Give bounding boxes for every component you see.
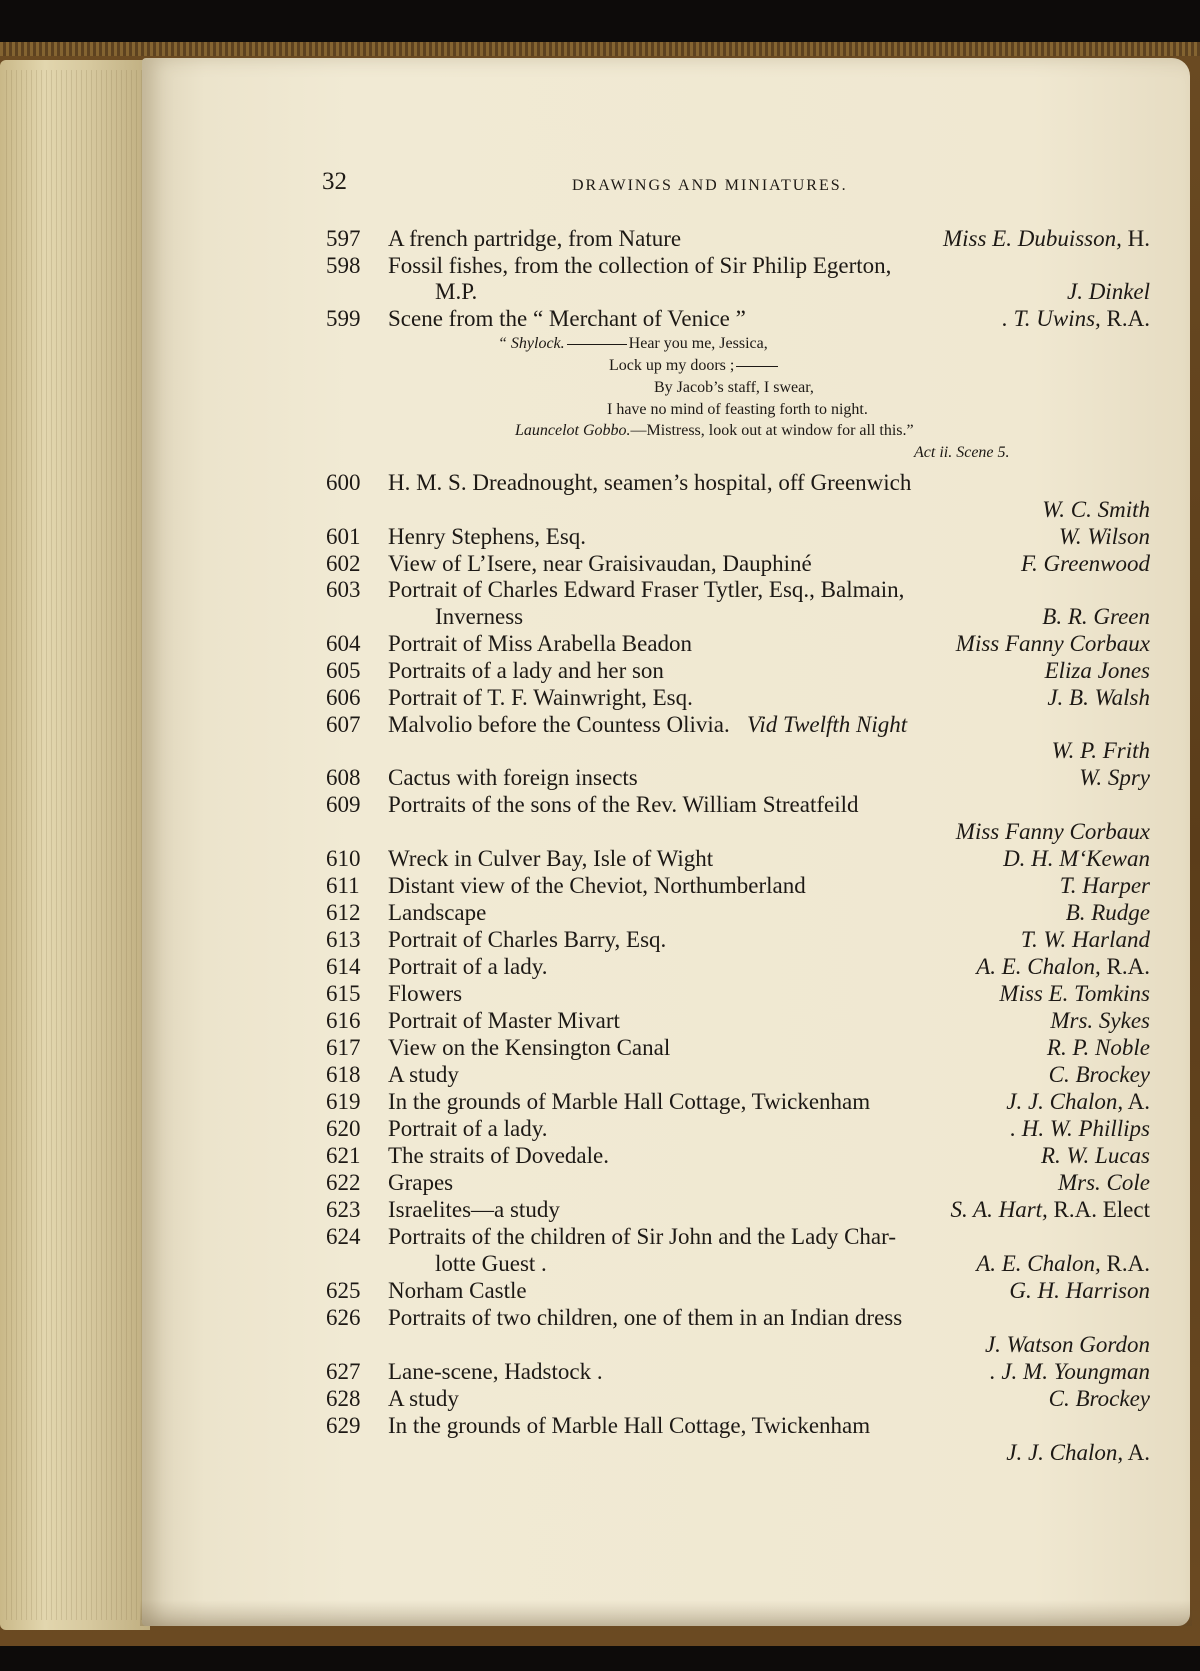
entry-artist: W. Wilson	[1058, 524, 1150, 549]
entry-title: Portrait of Charles Edward Fraser Tytler, Esq., Balmain,	[388, 577, 905, 602]
entry-title-continued: lotte Guest .	[435, 1251, 547, 1276]
entry-title-continued: M.P.	[435, 279, 478, 304]
entry-number: 618	[326, 1062, 361, 1087]
dash	[567, 344, 627, 345]
entry-number: 605	[326, 658, 361, 683]
page-edges	[6, 70, 146, 1620]
entry-number: 621	[326, 1143, 361, 1168]
entry-title: View on the Kensington Canal	[388, 1035, 671, 1060]
entry-artist: J. B. Walsh	[1047, 685, 1150, 710]
entry-artist: Eliza Jones	[1044, 658, 1150, 683]
quote-line-5: Launcelot Gobbo.—Mistress, look out at window for all this.”	[515, 422, 914, 439]
entry-title: Distant view of the Cheviot, Northumberland	[388, 873, 806, 898]
entry-artist: J. J. Chalon, A.	[1006, 1440, 1150, 1465]
entry-artist: A. E. Chalon, R.A.	[976, 954, 1150, 979]
entry-number: 626	[326, 1305, 361, 1330]
entry-artist: F. Greenwood	[1020, 551, 1150, 576]
entry-number: 609	[326, 792, 361, 817]
entry-artist: C. Brockey	[1048, 1062, 1150, 1087]
entry-number: 598	[326, 253, 361, 278]
entry-artist: J. Watson Gordon	[984, 1332, 1150, 1357]
entry-artist: B. R. Green	[1042, 604, 1150, 629]
quote-line-1: “ Shylock. Hear you me, Jessica,	[498, 335, 768, 352]
entry-number: 629	[326, 1413, 361, 1438]
entry-number: 627	[326, 1359, 361, 1384]
entry-number: 620	[326, 1116, 361, 1141]
entry-title: A french partridge, from Nature	[388, 226, 682, 251]
entry-number: 608	[326, 765, 361, 790]
entry-number: 628	[326, 1386, 361, 1411]
entry-number: 610	[326, 846, 361, 871]
entry-title: Portraits of two children, one of them in an Indian dress	[388, 1305, 903, 1330]
page-shadow	[140, 1600, 1192, 1626]
entry-number: 615	[326, 981, 361, 1006]
entry-artist: R. W. Lucas	[1040, 1143, 1150, 1168]
entry-number: 614	[326, 954, 361, 979]
entry-title: Israelites—a study	[388, 1197, 560, 1222]
entry-artist: J. Dinkel	[1066, 279, 1150, 304]
entry-title-continued: Inverness	[435, 604, 524, 629]
entry-title: Malvolio before the Countess Olivia. Vid Twelfth Night	[388, 712, 908, 737]
entry-artist: W. Spry	[1079, 765, 1150, 790]
entry-title: Landscape	[388, 900, 487, 925]
entry-title: A study	[388, 1062, 459, 1087]
entry-artist: C. Brockey	[1048, 1386, 1150, 1411]
dash	[736, 366, 778, 367]
entry-artist: Miss E. Dubuisson, H.	[942, 226, 1150, 251]
entry-artist: R. P. Noble	[1046, 1035, 1150, 1060]
entry-artist: . J. M. Youngman	[989, 1359, 1150, 1384]
entry-number: 602	[326, 551, 361, 576]
entry-title: Lane-scene, Hadstock .	[388, 1359, 603, 1384]
entry-artist: Miss E. Tomkins	[999, 981, 1150, 1006]
entry-artist: D. H. M‘Kewan	[1003, 846, 1150, 871]
entry-title: H. M. S. Dreadnought, seamen’s hospital, off Greenwich	[388, 470, 912, 495]
entry-number: 613	[326, 927, 361, 952]
entry-title: Portraits of the children of Sir John and the Lady Char-	[388, 1224, 896, 1249]
entry-number: 616	[326, 1008, 361, 1033]
entry-artist: J. J. Chalon, A.	[1006, 1089, 1150, 1114]
quote-line-3: By Jacob’s staff, I swear,	[654, 379, 814, 396]
entry-title: The straits of Dovedale.	[388, 1143, 609, 1168]
quote-source: Act ii. Scene 5.	[914, 444, 1010, 461]
entry-artist: W. C. Smith	[1042, 497, 1150, 522]
entry-number: 607	[326, 712, 361, 737]
entry-number: 624	[326, 1224, 361, 1249]
entry-number: 622	[326, 1170, 361, 1195]
entry-title: A study	[388, 1386, 459, 1411]
entry-artist: S. A. Hart, R.A. Elect	[950, 1197, 1150, 1222]
entry-artist: Miss Fanny Corbaux	[955, 819, 1150, 844]
cover-edge	[0, 42, 1200, 56]
entry-title: Norham Castle	[388, 1278, 527, 1303]
entry-number: 599	[326, 306, 361, 331]
entry-number: 601	[326, 524, 361, 549]
running-title: DRAWINGS AND MINIATURES.	[572, 177, 848, 194]
entry-artist: Mrs. Cole	[1058, 1170, 1150, 1195]
entry-title: Portraits of a lady and her son	[388, 658, 664, 683]
entry-number: 606	[326, 685, 361, 710]
entry-number: 623	[326, 1197, 361, 1222]
entry-number: 617	[326, 1035, 361, 1060]
entry-title: Fossil fishes, from the collection of Sir Philip Egerton,	[388, 253, 892, 278]
entry-artist: B. Rudge	[1065, 900, 1150, 925]
entry-title: Portrait of Charles Barry, Esq.	[388, 927, 667, 952]
entry-artist: Miss Fanny Corbaux	[955, 631, 1150, 656]
entry-number: 597	[326, 226, 361, 251]
entry-title: In the grounds of Marble Hall Cottage, Twickenham	[388, 1089, 871, 1114]
entry-title: Scene from the “ Merchant of Venice ”	[388, 306, 746, 331]
entry-title: Portrait of a lady.	[388, 1116, 548, 1141]
entry-number: 619	[326, 1089, 361, 1114]
entry-number: 612	[326, 900, 361, 925]
entry-artist: A. E. Chalon, R.A.	[976, 1251, 1150, 1276]
quote-line-4: I have no mind of feasting forth to night.	[607, 401, 868, 418]
quote-line-2: Lock up my doors ;	[609, 356, 780, 376]
entry-number: 603	[326, 577, 361, 602]
entry-title: In the grounds of Marble Hall Cottage, Twickenham	[388, 1413, 871, 1438]
entry-title: Grapes	[388, 1170, 454, 1195]
entry-artist: Mrs. Sykes	[1050, 1008, 1150, 1033]
entry-title: Portrait of T. F. Wainwright, Esq.	[388, 685, 693, 710]
entry-number: 604	[326, 631, 361, 656]
entry-number: 625	[326, 1278, 361, 1303]
entry-artist: . T. Uwins, R.A.	[1002, 306, 1150, 331]
entry-artist: T. Harper	[1059, 873, 1150, 898]
entry-title: Henry Stephens, Esq.	[388, 524, 587, 549]
entry-artist: . H. W. Phillips	[1010, 1116, 1150, 1141]
entry-artist: W. P. Frith	[1051, 738, 1150, 763]
entry-number: 600	[326, 470, 361, 495]
entry-artist: T. W. Harland	[1020, 927, 1150, 952]
entry-title: Portrait of a lady.	[388, 954, 548, 979]
entry-title: Portrait of Master Mivart	[388, 1008, 620, 1033]
entry-number: 611	[326, 873, 360, 898]
entry-artist: G. H. Harrison	[1009, 1278, 1150, 1303]
entry-title: View of L’Isere, near Graisivaudan, Dauphiné	[388, 551, 812, 576]
page-number: 32	[322, 168, 347, 195]
entry-title: Flowers	[388, 981, 463, 1006]
entry-title: Wreck in Culver Bay, Isle of Wight	[388, 846, 714, 871]
entry-title: Portrait of Miss Arabella Beadon	[388, 631, 693, 656]
entry-title: Portraits of the sons of the Rev. William Streatfeild	[388, 792, 859, 817]
entry-title: Cactus with foreign insects	[388, 765, 638, 790]
